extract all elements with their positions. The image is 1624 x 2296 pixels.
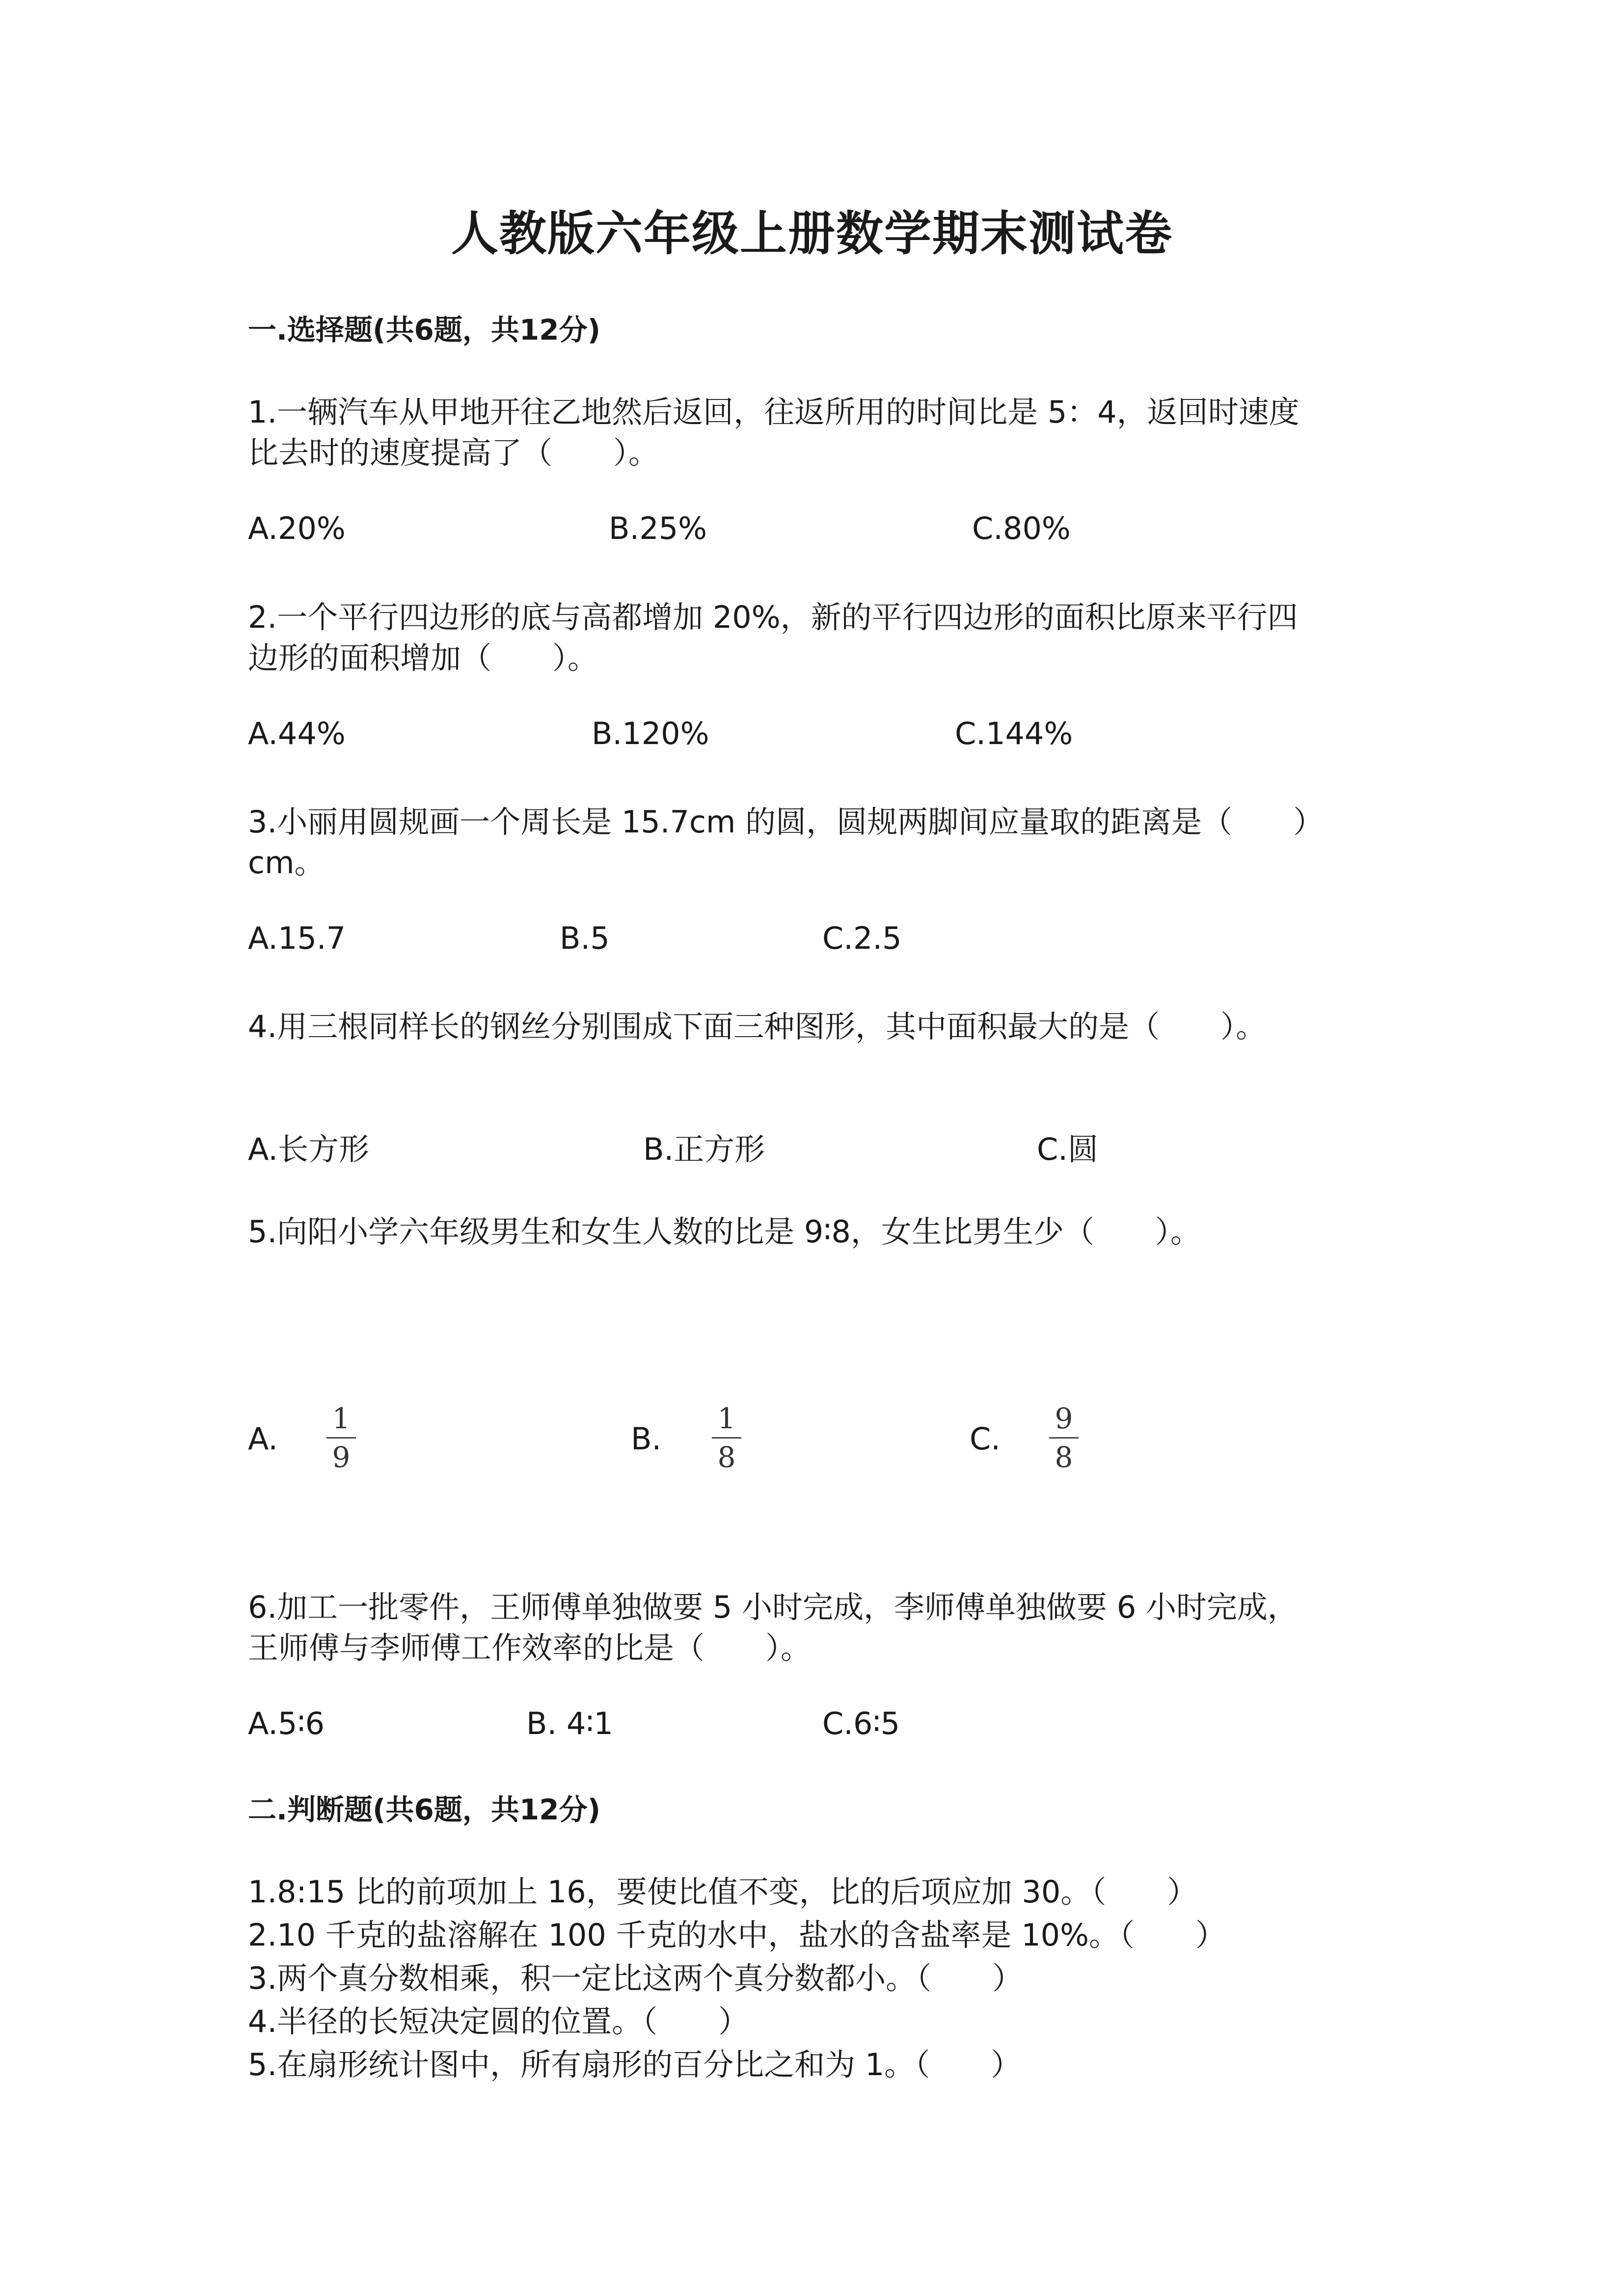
- question-4-option-a[interactable]: A.长方形: [248, 1131, 370, 1167]
- question-1-option-a[interactable]: A.20%: [248, 510, 346, 546]
- question-2-option-a[interactable]: A.44%: [248, 716, 346, 751]
- fraction-c-denominator: 8: [1055, 1441, 1073, 1474]
- question-6-option-b[interactable]: B. 4∶1: [526, 1706, 613, 1741]
- page-title: 人教版六年级上册数学期末测试卷: [451, 206, 1173, 261]
- judgment-item-1: 1.8:15 比的前项加上 16，要使比值不变，比的后项应加 30。（ ）: [248, 1874, 1198, 1910]
- fraction-b-numerator: 1: [717, 1402, 736, 1435]
- fraction-a-denominator: 9: [332, 1441, 351, 1474]
- question-5-line-1: 5.向阳小学六年级男生和女生人数的比是 9∶8，女生比男生少（ ）。: [248, 1214, 1201, 1250]
- fraction-c-numerator: 9: [1055, 1402, 1073, 1435]
- question-5-fraction-b: [712, 1403, 741, 1473]
- question-2-option-b[interactable]: B.120%: [592, 716, 709, 751]
- question-3-line-1: 3.小丽用圆规画一个周长是 15.7cm 的圆，圆规两脚间应量取的距离是（ ）: [248, 804, 1324, 840]
- section-heading-choice: 一.选择题(共6题，共12分): [248, 313, 601, 347]
- question-1-option-b[interactable]: B.25%: [609, 510, 707, 546]
- question-2-line-2: 边形的面积增加（ ）。: [248, 640, 598, 676]
- fraction-c-bar: [1049, 1437, 1079, 1439]
- question-6-line-1: 6.加工一批零件，王师傅单独做要 5 小时完成，李师傅单独做要 6 小时完成，: [248, 1589, 1298, 1625]
- question-5-fraction-a: [326, 1403, 356, 1473]
- question-3-line-2: cm。: [248, 845, 325, 881]
- question-6-option-c[interactable]: C.6∶5: [822, 1706, 900, 1741]
- question-1-line-1: 1.一辆汽车从甲地开往乙地然后返回，往返所用的时间比是 5：4，返回时速度: [248, 394, 1299, 430]
- question-3-option-a[interactable]: A.15.7: [248, 920, 346, 956]
- judgment-item-5: 5.在扇形统计图中，所有扇形的百分比之和为 1。（ ）: [248, 2047, 1022, 2082]
- question-1-line-2: 比去时的速度提高了（ ）。: [248, 435, 659, 471]
- question-5-option-a[interactable]: A.: [248, 1421, 278, 1457]
- question-6-option-a[interactable]: A.5∶6: [248, 1706, 325, 1741]
- question-4-option-c[interactable]: C.圆: [1037, 1131, 1098, 1167]
- question-4-line-1: 4.用三根同样长的钢丝分别围成下面三种图形，其中面积最大的是（ ）。: [248, 1009, 1267, 1044]
- question-6-line-2: 王师傅与李师傅工作效率的比是（ ）。: [248, 1630, 812, 1666]
- section-heading-judgment: 二.判断题(共6题，共12分): [248, 1793, 601, 1826]
- question-3-option-c[interactable]: C.2.5: [822, 920, 902, 956]
- question-5-option-b[interactable]: B.: [631, 1421, 662, 1457]
- judgment-item-4: 4.半径的长短决定圆的位置。（ ）: [248, 2003, 749, 2039]
- question-5-fraction-c: [1049, 1403, 1079, 1473]
- question-3-option-b[interactable]: B.5: [560, 920, 610, 956]
- question-5-option-c[interactable]: C.: [970, 1421, 1001, 1457]
- question-2-option-c[interactable]: C.144%: [955, 716, 1073, 751]
- judgment-item-3: 3.两个真分数相乘，积一定比这两个真分数都小。（ ）: [248, 1960, 1023, 1996]
- fraction-a-numerator: 1: [332, 1402, 351, 1435]
- question-1-option-c[interactable]: C.80%: [972, 510, 1071, 546]
- fraction-b-bar: [712, 1437, 741, 1439]
- question-2-line-1: 2.一个平行四边形的底与高都增加 20%，新的平行四边形的面积比原来平行四: [248, 599, 1298, 635]
- judgment-item-2: 2.10 千克的盐溶解在 100 千克的水中，盐水的含盐率是 10%。（ ）: [248, 1917, 1226, 1953]
- question-4-option-b[interactable]: B.正方形: [643, 1131, 765, 1167]
- fraction-a-bar: [326, 1437, 356, 1439]
- fraction-b-denominator: 8: [717, 1441, 736, 1474]
